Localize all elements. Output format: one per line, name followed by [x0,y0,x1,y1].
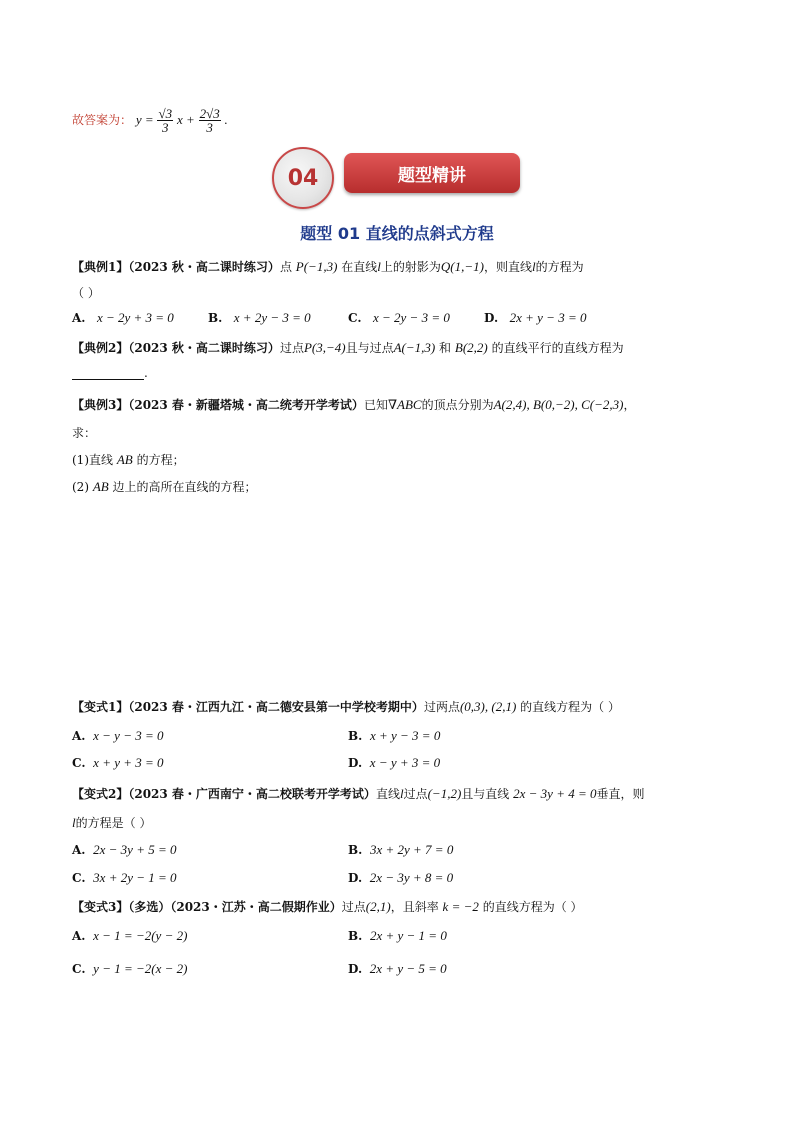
line-l: l [531,259,536,274]
example-source: （2023 春・新疆塔城・高二统考开学考试） [128,398,364,412]
point-p: P(−1,3) [295,259,338,274]
answer-end: . [224,112,228,127]
option-label: D. [348,871,363,885]
option-label: A. [72,311,86,325]
stem-text: ，则直线 [483,260,532,274]
two-points: (0,3), (2,1) [459,699,517,714]
stem-text: 且与直线 [461,787,510,801]
option-expr: 2x − 3y + 8 = 0 [369,870,454,885]
option-a[interactable] [72,728,164,744]
stem-text: 且与过点 [345,341,394,355]
point-a: A(−1,3) [393,340,436,355]
variant-tag: 【变式1】 [72,700,129,714]
banner-number: 04 [287,165,319,191]
example-tag: 【典例3】 [72,398,129,412]
example-3-question-1 [72,451,185,468]
triangle-abc: ∇ABC [387,397,422,412]
option-label: A. [72,929,86,943]
example-2-stem [72,339,624,356]
slope-k: k = −2 [442,899,479,914]
answer-line [72,107,228,134]
point-p: P(3,−4) [303,340,346,355]
vertex-coordinates: A(2,4), B(0,−2), C(−2,3) [493,397,624,412]
stem-text: 的方程； [136,453,185,467]
option-label: A. [72,729,86,743]
segment-ab: AB [92,479,109,494]
example-tag: 【典例2】 [72,341,129,355]
option-expr: x − 2y − 3 = 0 [372,310,450,325]
stem-text: . [144,366,148,380]
stem-text: 过两点 [423,700,460,714]
option-d[interactable] [484,310,586,326]
variant-source: （2023 春・江西九江・高二德安县第一中学校考期中） [128,700,424,714]
option-label: B. [348,843,363,857]
stem-text: 在直线 [341,260,378,274]
option-b[interactable] [348,728,440,744]
section-banner [344,153,520,193]
option-label: D. [484,311,499,325]
answer-lhs: y = [135,112,154,127]
example-tag: 【典例1】 [72,260,129,274]
segment-ab: AB [116,452,133,467]
option-label: B. [348,929,363,943]
stem-text: 的顶点分别为 [421,398,494,412]
option-expr: 2x + y − 3 = 0 [509,310,587,325]
banner-label: 题型精讲 [398,165,466,186]
option-d[interactable] [348,961,447,977]
option-label: D. [348,756,363,770]
option-label: C. [72,871,86,885]
option-label: D. [348,962,363,976]
option-b[interactable] [208,310,311,326]
answer-paren: （ ） [72,286,100,300]
given-line: 2x − 3y + 4 = 0 [513,786,597,801]
option-a[interactable] [72,310,174,326]
option-d[interactable] [348,870,453,886]
stem-text: 垂直，则 [596,787,645,801]
point-q: Q(1,−1) [440,259,484,274]
point: (2,1) [365,899,391,914]
example-3-question-2 [72,478,257,495]
option-expr: x + y + 3 = 0 [93,755,164,770]
variant-1-stem [72,698,620,715]
stem-text: 的方程是（ ） [75,816,152,830]
stem-text: 的直线平行的直线方程为 [491,341,624,355]
option-c[interactable] [72,870,177,886]
answer-fraction-2 [199,107,221,134]
fraction-denominator: 3 [162,120,169,135]
answer-prefix: 故答案为： [72,113,133,127]
stem-text: 直线 [375,787,400,801]
variant-source: （多选）（2023・江苏・高二假期作业） [128,900,342,914]
variant-tag: 【变式2】 [72,787,129,801]
option-expr: 2x + y − 5 = 0 [369,961,447,976]
stem-text: 点 [279,260,292,274]
section-title: 题型 01 直线的点斜式方程 [300,224,494,243]
example-1-stem [72,258,584,275]
option-expr: x − 2y + 3 = 0 [96,310,174,325]
option-c[interactable] [348,310,450,326]
stem-text: 已知 [363,398,388,412]
question-label: (2) [72,480,89,494]
fill-blank-line[interactable] [72,366,148,380]
example-3-stem [72,396,635,413]
option-label: B. [348,729,363,743]
answer-fraction-1 [157,107,173,134]
option-b[interactable] [348,928,447,944]
option-label: C. [72,756,86,770]
option-expr: x + 2y − 3 = 0 [233,310,311,325]
variant-tag: 【变式3】 [72,900,129,914]
point-b: B(2,2) [454,340,488,355]
option-label: C. [348,311,362,325]
stem-text: 的直线方程为（ ） [482,900,583,914]
stem-text: ， [623,398,636,412]
option-d[interactable] [348,755,440,771]
option-a[interactable] [72,842,177,858]
option-expr: 3x + 2y + 7 = 0 [369,842,454,857]
option-label: B. [208,311,223,325]
point: (−1,2) [427,786,462,801]
example-3-ask: 求： [72,426,97,440]
option-expr: x + y − 3 = 0 [369,728,441,743]
option-expr: 2x − 3y + 5 = 0 [93,842,177,857]
stem-text: 和 [439,341,452,355]
section-number-badge [272,147,334,209]
option-a[interactable] [72,928,187,944]
option-expr: 3x + 2y − 1 = 0 [93,870,177,885]
stem-text: 过点 [341,900,366,914]
stem-text: 直线 [89,453,114,467]
answer-x-term: x + [176,112,195,127]
example-source: （2023 秋・高二课时练习） [128,260,280,274]
blank-underline [72,367,144,380]
fraction-numerator: 2√3 [199,106,220,121]
variant-2-stem [72,785,645,802]
option-b[interactable] [348,842,453,858]
option-c[interactable] [72,961,187,977]
option-label: A. [72,843,86,857]
question-label: (1) [72,453,89,467]
option-expr: y − 1 = −2(x − 2) [93,961,188,976]
line-l: l [399,786,404,801]
variant-2-stem-cont [72,814,151,831]
stem-text: ，且斜率 [390,900,439,914]
variant-3-stem [72,898,583,915]
stem-text: 边上的高所在直线的方程； [112,480,257,494]
line-l: l [72,815,76,830]
option-expr: 2x + y − 1 = 0 [369,928,447,943]
fraction-denominator: 3 [206,120,213,135]
example-1-options [72,310,732,330]
stem-text: 过点 [279,341,304,355]
stem-text: 的直线方程为（ ） [520,700,620,714]
example-source: （2023 秋・高二课时练习） [128,341,280,355]
option-expr: x − y + 3 = 0 [369,755,441,770]
line-l: l [377,259,381,274]
option-expr: x − y − 3 = 0 [93,728,164,743]
stem-text: 的方程为 [535,260,584,274]
option-expr: x − 1 = −2(y − 2) [93,928,188,943]
stem-text: 上的射影为 [380,260,441,274]
option-label: C. [72,962,86,976]
option-c[interactable] [72,755,164,771]
fraction-numerator: √3 [158,106,173,121]
variant-source: （2023 春・广西南宁・高二校联考开学考试） [128,787,376,801]
stem-text: 过点 [403,787,428,801]
